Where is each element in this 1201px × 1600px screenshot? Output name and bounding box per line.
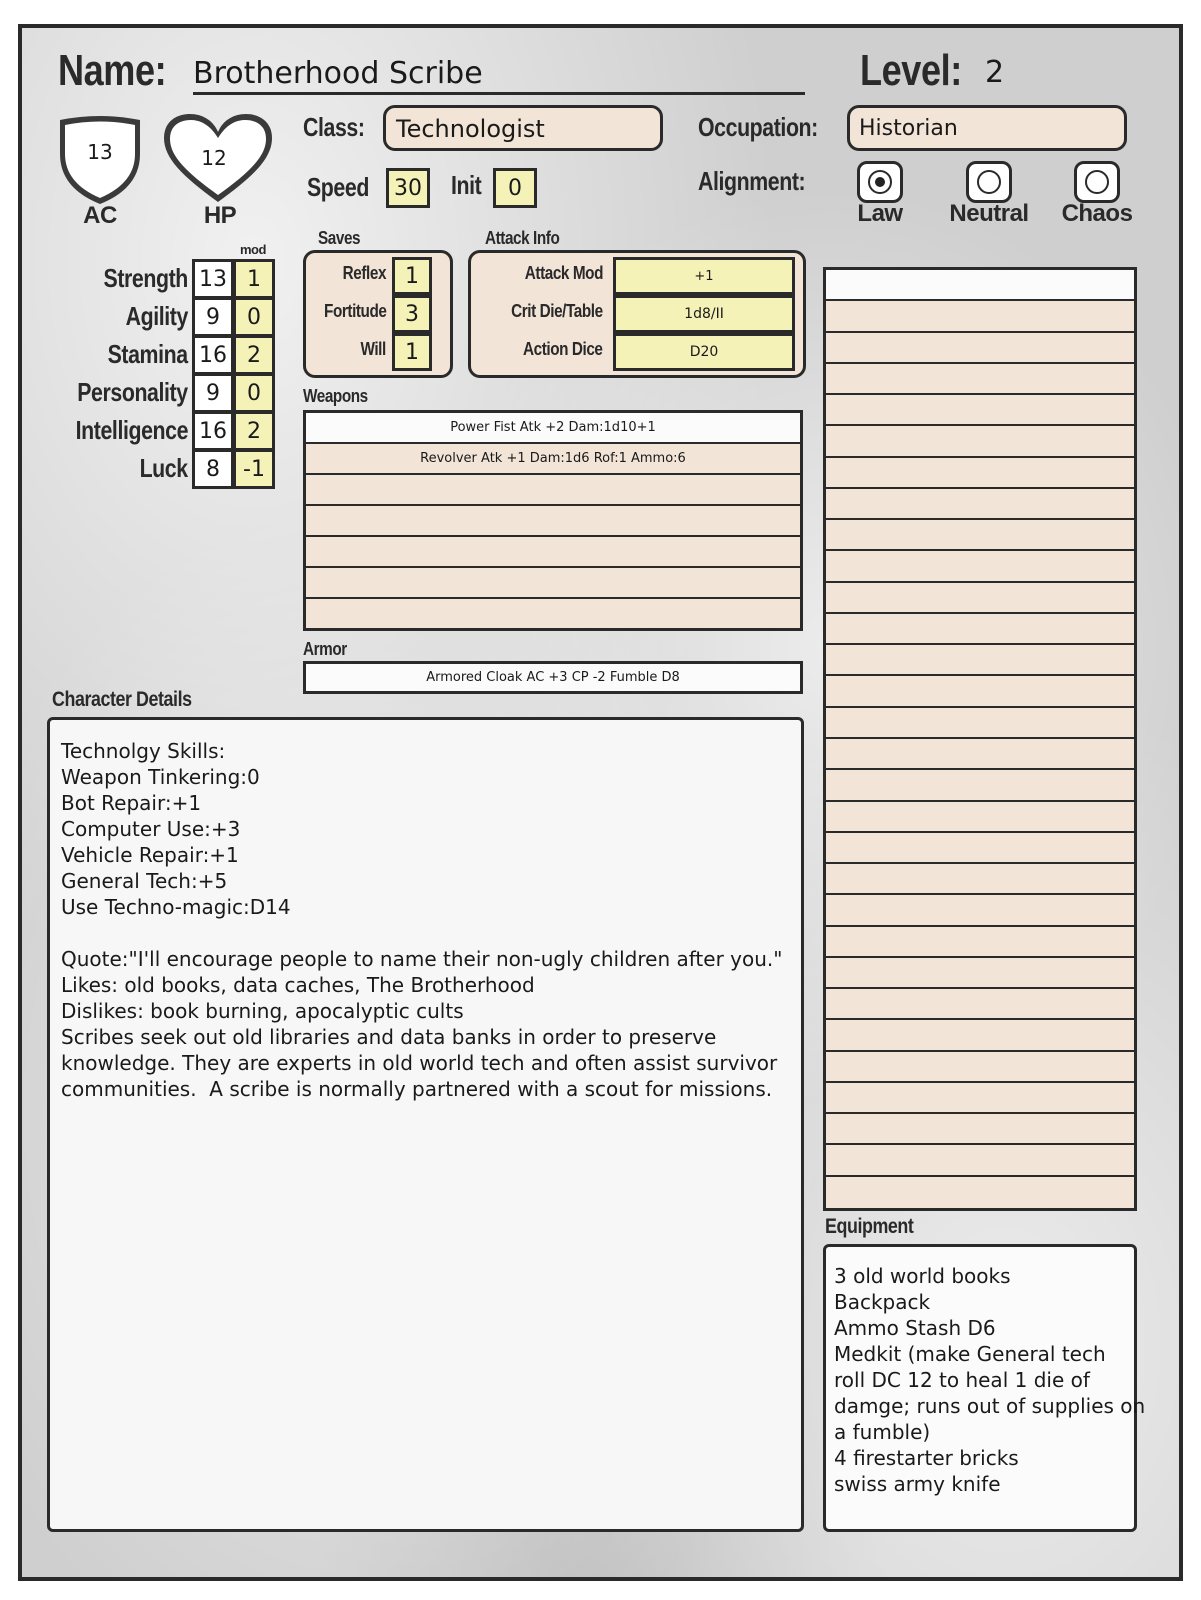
notes-row[interactable] [826,708,1134,739]
equipment-line: swiss army knife [834,1472,1001,1496]
notes-row[interactable] [826,1052,1134,1083]
notes-row[interactable] [826,270,1134,301]
weapon-row[interactable] [306,568,800,599]
notes-row[interactable] [826,802,1134,833]
notes-row[interactable] [826,1177,1134,1208]
equipment-line: a fumble) [834,1420,931,1444]
details-title: Character Details [52,688,192,711]
class-label: Class: [303,112,365,142]
details-line: Weapon Tinkering:0 [61,765,260,789]
ac-label: AC [83,202,117,229]
ability-row-personality [40,373,280,411]
armor-title: Armor [303,639,347,659]
notes-row[interactable] [826,676,1134,707]
ability-score[interactable]: 13 [192,259,234,299]
notes-row[interactable] [826,520,1134,551]
notes-row[interactable] [826,739,1134,770]
ac-value[interactable]: 13 [87,140,113,164]
details-line: Computer Use:+3 [61,817,241,841]
saves-panel [303,250,453,378]
equipment-line: Ammo Stash D6 [834,1316,996,1340]
attack-info-title: Attack Info [485,228,560,248]
ability-score[interactable]: 16 [192,335,234,375]
mod-header: mod [240,242,266,257]
notes-row[interactable] [826,645,1134,676]
armor-field[interactable]: Armored Cloak AC +3 CP -2 Fumble D8 [303,661,803,694]
notes-row[interactable] [826,958,1134,989]
hp-value[interactable]: 12 [201,146,227,170]
notes-row[interactable] [826,989,1134,1020]
notes-row[interactable] [826,927,1134,958]
notes-row[interactable] [826,1114,1134,1145]
ability-mod[interactable]: 0 [233,373,275,413]
notes-row[interactable] [826,583,1134,614]
occupation-label: Occupation: [698,112,818,142]
alignment-neutral-label: Neutral [949,200,1029,227]
equipment-line: roll DC 12 to heal 1 die of [834,1368,1090,1392]
alignment-law-radio[interactable] [857,161,903,203]
action-dice-value[interactable]: D20 [613,333,795,371]
attack-label: Attack Mod [524,263,603,283]
ability-row-intelligence [40,411,280,449]
equipment-textarea[interactable] [823,1244,1146,1532]
weapon-row[interactable]: Revolver Atk +1 Dam:1d6 Rof:1 Ammo:6 [306,444,800,475]
ability-score[interactable]: 9 [192,297,234,337]
ability-name: Intelligence [75,415,188,445]
alignment-label: Alignment: [698,166,806,196]
details-line: Scribes seek out old libraries and data banks in order to preserve [61,1025,717,1049]
details-line [61,920,793,946]
weapons-table [303,410,803,631]
details-line: Dislikes: book burning, apocalyptic cults [61,999,464,1023]
speed-label: Speed [307,172,369,202]
save-reflex-value[interactable]: 1 [392,257,432,295]
saves-title: Saves [318,228,361,248]
name-field[interactable]: Brotherhood Scribe [193,56,805,95]
weapons-title: Weapons [303,386,368,406]
crit-die-value[interactable]: 1d8/II [613,295,795,333]
ability-mod[interactable]: 2 [233,335,275,375]
details-textarea[interactable] [47,717,804,1532]
notes-row[interactable] [826,833,1134,864]
radio-ring-icon [1085,170,1109,194]
alignment-law-label: Law [857,200,903,227]
details-line: knowledge. They are experts in old world tech and often assist survivor [61,1051,778,1075]
attack-label: Action Dice [523,339,603,359]
notes-row[interactable] [826,895,1134,926]
ability-row-strength [40,259,280,297]
notes-row[interactable] [826,489,1134,520]
ability-score[interactable]: 9 [192,373,234,413]
init-label: Init [451,170,482,200]
notes-row[interactable] [826,551,1134,582]
ability-row-agility [40,297,280,335]
ability-name: Stamina [107,339,188,369]
details-line: Vehicle Repair:+1 [61,843,239,867]
speed-value[interactable]: 30 [386,168,430,208]
notes-row[interactable] [826,1020,1134,1051]
alignment-chaos-label: Chaos [1061,200,1133,227]
notes-row[interactable] [826,426,1134,457]
occupation-value: Historian [859,116,958,141]
equipment-line: damge; runs out of supplies on [834,1394,1146,1418]
ability-mod[interactable]: 1 [233,259,275,299]
radio-dot-icon [875,177,885,187]
details-line: Quote:"I'll encourage people to name their non-ugly children after you." [61,947,783,971]
details-text [61,738,793,1102]
ability-mod[interactable]: -1 [233,449,275,489]
attack-info-panel [468,250,806,378]
notes-row[interactable] [826,864,1134,895]
equipment-line: 3 old world books [834,1264,1011,1288]
notes-row[interactable] [826,614,1134,645]
details-line: Bot Repair:+1 [61,791,202,815]
notes-row[interactable] [826,395,1134,426]
level-label: Level: [860,46,962,95]
weapon-row[interactable] [306,599,800,628]
details-line: General Tech:+5 [61,869,228,893]
notes-row[interactable] [826,1083,1134,1114]
hp-label: HP [203,202,237,229]
save-label: Will [360,339,386,359]
weapon-row[interactable] [306,537,800,568]
ability-name: Agility [125,301,188,331]
save-label: Reflex [342,263,386,283]
equipment-line: 4 firestarter bricks [834,1446,1019,1470]
level-value[interactable]: 2 [985,55,1005,90]
class-value: Technologist [396,115,545,143]
attack-label: Crit Die/Table [511,301,603,321]
save-fortitude-value[interactable]: 3 [392,295,432,333]
notes-row[interactable] [826,458,1134,489]
ability-row-luck [40,449,280,487]
ability-score[interactable]: 8 [192,449,234,489]
attack-mod-value[interactable]: +1 [613,257,795,295]
radio-ring-icon [868,170,892,194]
ability-row-stamina [40,335,280,373]
save-will-value[interactable]: 1 [392,333,432,371]
equipment-line: Medkit (make General tech [834,1342,1106,1366]
ability-name: Luck [139,453,188,483]
details-line: Use Techno-magic:D14 [61,895,291,919]
notes-row[interactable] [826,333,1134,364]
ability-mod[interactable]: 0 [233,297,275,337]
alignment-chaos-radio[interactable] [1074,161,1120,203]
weapon-row[interactable]: Power Fist Atk +2 Dam:1d10+1 [306,413,800,444]
notes-row[interactable] [826,1145,1134,1176]
weapon-row[interactable] [306,506,800,537]
weapon-row[interactable] [306,475,800,506]
notes-row[interactable] [826,770,1134,801]
equipment-title: Equipment [825,1215,914,1238]
equipment-text [834,1263,1146,1497]
ability-name: Personality [77,377,188,407]
occupation-field[interactable] [847,105,1127,151]
ability-list [40,259,280,487]
equipment-line: Backpack [834,1290,931,1314]
details-line: Technolgy Skills: [61,739,226,763]
details-line: Likes: old books, data caches, The Brotherhood [61,973,535,997]
name-label: Name: [58,46,167,95]
notes-row[interactable] [826,301,1134,332]
ability-name: Strength [103,263,188,293]
ability-score[interactable]: 16 [192,411,234,451]
save-label: Fortitude [323,301,386,321]
radio-ring-icon [977,170,1001,194]
init-value[interactable]: 0 [493,168,537,208]
ability-mod[interactable]: 2 [233,411,275,451]
notes-lines[interactable] [823,267,1137,1211]
class-field[interactable] [383,105,663,151]
notes-row[interactable] [826,364,1134,395]
alignment-neutral-radio[interactable] [966,161,1012,203]
details-line: communities. A scribe is normally partnered with a scout for missions. [61,1077,773,1101]
